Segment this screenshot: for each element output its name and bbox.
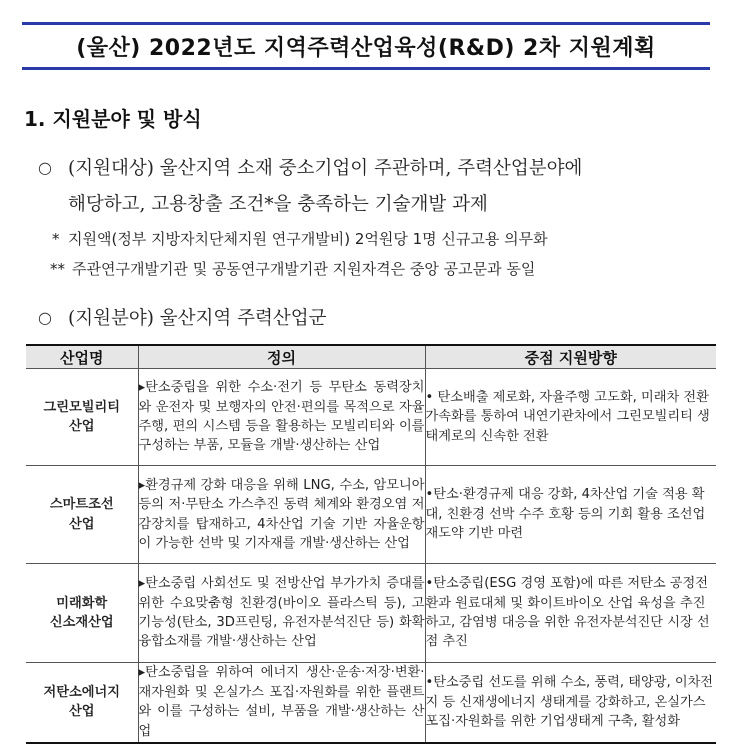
header-direction: 중점 지원방향 [425,345,716,369]
industry-definition: ▸환경규제 강화 대응을 위해 LNG, 수소, 암모니아 등의 저·무탄소 가스추진 동력 체계와 환경오염 저감장치를 탑재하고, 4차산업 기술 기반 자율운항이 가능한 선박 및 기자재를 개발·생산하는 산업 [138,466,425,564]
header-definition: 정의 [138,345,425,369]
industry-direction: •탄소·환경규제 대응 강화, 4차산업 기술 적용 확대, 친환경 선박 수주 호황 등의 기회 활용 조선업 재도약 기반 마련 [425,466,716,564]
page-title: (울산) 2022년도 지역주력산업육성(R&D) 2차 지원계획 [76,35,656,61]
industry-direction: •탄소중립(ESG 경영 포함)에 따른 저탄소 공정전환과 원료대체 및 화이트바이오 산업 육성을 추진하고, 감염병 대응을 위한 유전자분석진단 시장 선점 추진 [425,564,716,663]
support-field: (지원분야) 울산지역 주력산업군 [68,308,327,329]
table-row [26,564,716,663]
note-mark: ** [50,260,65,278]
note-mark: * [52,230,60,248]
bullet-circle: ○ [38,308,52,327]
industry-direction: • 탄소배출 제로화, 자율주행 고도화, 미래차 전환 가속화를 통하여 내연기관차에서 그린모빌리티 생태계로의 신속한 전환 [425,369,716,466]
note-text: 지원액(정부 지방자치단체지원 연구개발비) 2억원당 1명 신규고용 의무화 [68,230,548,248]
table-row [26,369,716,466]
industry-definition: ▸탄소중립을 위하여 에너지 생산·운송·저장·변환·재자원화 및 온실가스 포집·자원화를 위한 플랜트와 이를 구성하는 설비, 부품을 개발·생산하는 산업 [138,663,425,743]
industry-table [26,344,716,744]
note-item [50,258,535,279]
industry-definition: ▸탄소중립 사회선도 및 전방산업 부가가치 증대를 위한 수요맞춤형 친환경(바이오 플라스틱 등), 고기능성(탄소, 3D프린팅, 유전자분석진단 등) 화확융합소재를 개발·생산하는 산업 [138,564,425,663]
note-item [52,228,548,249]
industry-direction: •탄소중립 선도를 위해 수소, 풍력, 태양광, 이차전지 등 신재생에너지 생태계를 강화하고, 온실가스 포집·자원화를 위한 기업생태계 구축, 활성화 [425,663,716,743]
table-row [26,663,716,743]
bullet-circle: ○ [38,158,52,177]
support-target-line2: 해당하고, 고용창출 조건*을 충족하는 기술개발 과제 [68,194,488,215]
industry-name: 미래화학 신소재산업 [26,564,138,663]
note-text: 주관연구개발기관 및 공동연구개발기관 지원자격은 중앙 공고문과 동일 [72,260,536,278]
support-target-line1: (지원대상) 울산지역 소재 중소기업이 주관하며, 주력산업분야에 [68,158,583,179]
industry-name: 그린모빌리티 산업 [26,369,138,466]
industry-name: 저탄소에너지 산업 [26,663,138,743]
table-row [26,466,716,564]
table-header-row [26,345,716,369]
industry-definition: ▸탄소중립을 위한 수소·전기 등 무탄소 동력장치와 운전자 및 보행자의 안전·편의를 목적으로 자율주행, 편의 시스템 등을 활용하는 모빌리티와 이를 구성하는 부품, 모듈을 개발·생산하는 산업 [138,369,425,466]
title-banner [22,22,710,70]
section-heading: 1. 지원분야 및 방식 [24,107,202,131]
header-industry: 산업명 [26,345,138,369]
industry-name: 스마트조선 산업 [26,466,138,564]
